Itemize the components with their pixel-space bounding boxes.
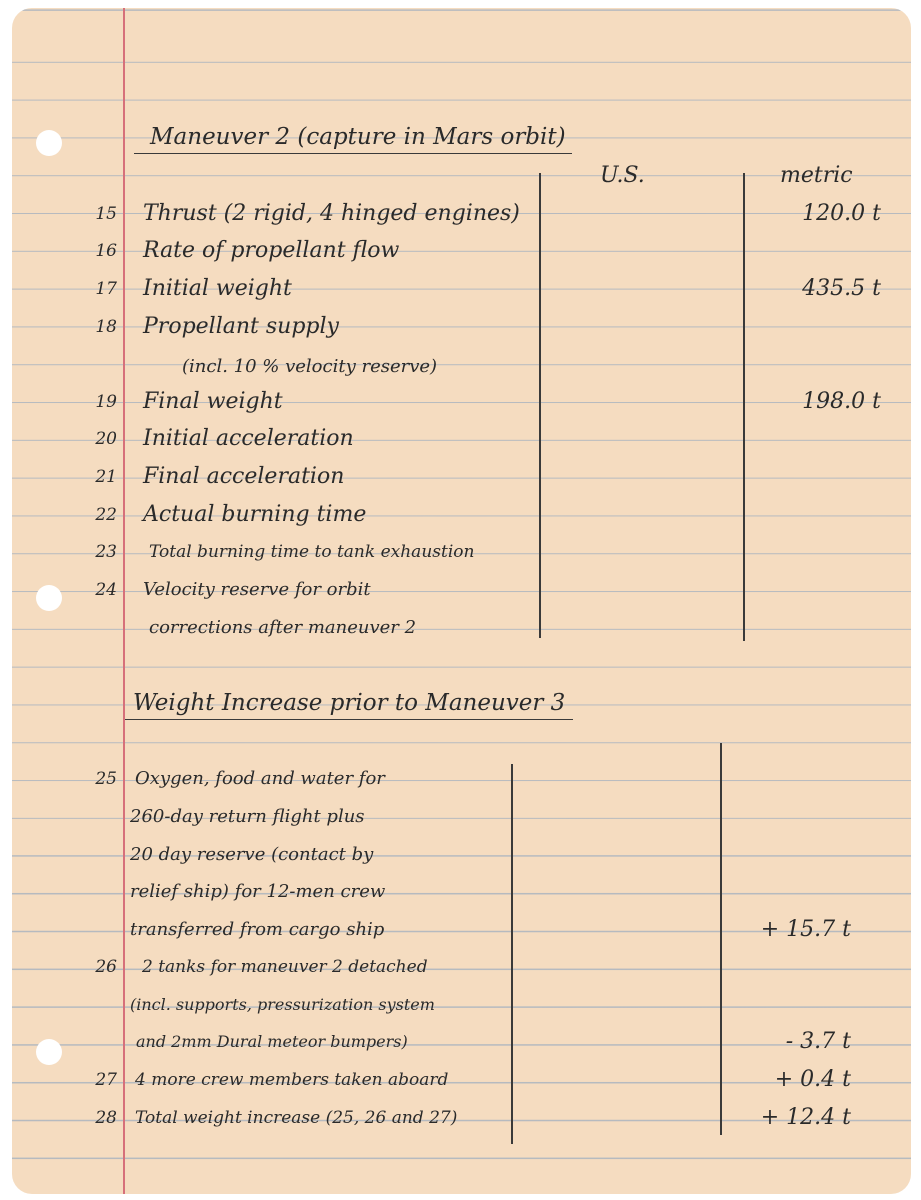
row-label-continued: 20 day reserve (contact by: [130, 844, 374, 865]
binder-hole: [36, 585, 62, 611]
row-label: Total burning time to tank exhaustion: [149, 542, 475, 562]
column-divider: [511, 764, 513, 1144]
metric-value: - 3.7 t: [785, 1029, 851, 1054]
row-number: 28: [95, 1108, 117, 1128]
row-number: 22: [95, 505, 117, 525]
row-number: 24: [95, 580, 117, 600]
column-divider: [720, 743, 722, 1135]
row-label: Initial weight: [143, 276, 292, 301]
row-label-continued: 260-day return flight plus: [130, 806, 365, 827]
notebook-page: [12, 8, 911, 1194]
row-label-continued: transferred from cargo ship: [130, 919, 385, 940]
row-number: 20: [95, 429, 117, 449]
row-number: 18: [95, 317, 117, 337]
row-number: 27: [95, 1070, 117, 1090]
row-number: 16: [95, 241, 117, 261]
column-header-metric: metric: [780, 163, 853, 188]
metric-value: 120.0 t: [802, 201, 881, 226]
row-label: 4 more crew members taken aboard: [135, 1070, 449, 1090]
row-label-continued: (incl. 10 % velocity reserve): [182, 356, 438, 377]
row-label: 2 tanks for maneuver 2 detached: [142, 957, 428, 977]
row-label: Total weight increase (25, 26 and 27): [135, 1108, 458, 1128]
row-label: Final weight: [143, 389, 283, 414]
row-label: Thrust (2 rigid, 4 hinged engines): [143, 201, 520, 226]
column-header-us: U.S.: [600, 163, 645, 188]
row-number: 15: [95, 204, 117, 224]
column-divider: [743, 173, 745, 641]
section2-title: Weight Increase prior to Maneuver 3: [125, 689, 573, 720]
row-label: Initial acceleration: [143, 426, 354, 451]
metric-value: 435.5 t: [802, 276, 881, 301]
row-number: 19: [95, 392, 117, 412]
section1-title: Maneuver 2 (capture in Mars orbit): [134, 123, 572, 154]
row-label: Rate of propellant flow: [143, 238, 400, 263]
metric-value: + 12.4 t: [760, 1105, 851, 1130]
row-number: 25: [95, 769, 117, 789]
row-number: 21: [95, 467, 117, 487]
metric-value: + 0.4 t: [774, 1067, 851, 1092]
row-label: Oxygen, food and water for: [135, 768, 385, 789]
row-label-continued: (incl. supports, pressurization system: [130, 995, 435, 1014]
row-label-continued: relief ship) for 12-men crew: [130, 881, 386, 902]
row-label-continued: and 2mm Dural meteor bumpers): [136, 1032, 408, 1051]
row-label: Velocity reserve for orbit: [143, 579, 371, 600]
row-number: 26: [95, 957, 117, 977]
metric-value: + 15.7 t: [760, 917, 851, 942]
metric-value: 198.0 t: [802, 389, 881, 414]
row-label: Actual burning time: [143, 502, 367, 527]
row-label: Final acceleration: [143, 464, 345, 489]
column-divider: [539, 173, 541, 638]
binder-hole: [36, 130, 62, 156]
row-label-continued: corrections after maneuver 2: [149, 617, 417, 638]
row-number: 23: [95, 542, 117, 562]
binder-hole: [36, 1039, 62, 1065]
margin-line: [123, 8, 125, 1194]
row-label: Propellant supply: [143, 314, 339, 339]
row-number: 17: [95, 279, 117, 299]
